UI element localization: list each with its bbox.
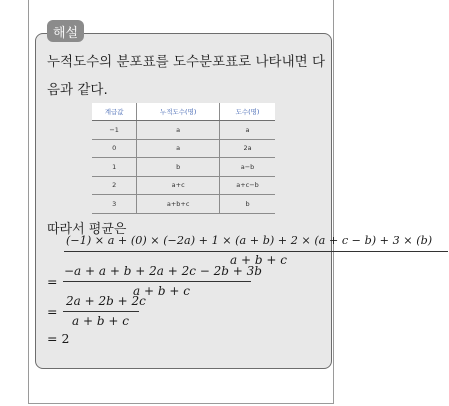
fraction2-numerator: −a + a + b + 2a + 2c − 2b + 3b xyxy=(64,264,262,278)
table-cell: 3 xyxy=(92,195,137,214)
mean-result: = 2 xyxy=(47,331,70,346)
equals-sign-2: = xyxy=(47,304,58,319)
table-cell: a+b+c xyxy=(137,195,220,214)
header-cumulative: 누적도수(명) xyxy=(137,103,220,121)
mean-lead-text: 따라서 평균은 xyxy=(47,222,127,237)
table-cell: 2 xyxy=(92,176,137,195)
fraction3-denominator: a + b + c xyxy=(72,314,129,328)
table-cell: b xyxy=(220,195,275,214)
table-cell: a xyxy=(137,139,220,158)
fraction1-numerator: (−1) × a + (0) × (−2a) + 1 × (a + b) + 2 × (a + c − b) + 3 × (b) xyxy=(66,234,433,247)
table-cell: a xyxy=(220,121,275,140)
solution-badge: 해설 xyxy=(47,20,84,42)
header-frequency: 도수(명) xyxy=(220,103,275,121)
fraction3-numerator: 2a + 2b + 2c xyxy=(66,294,146,308)
fraction1-denominator: a + b + c xyxy=(230,253,287,267)
table-header-row xyxy=(92,103,275,121)
table-cell: a−b xyxy=(220,158,275,177)
table-cell: a+c xyxy=(137,176,220,195)
table-cell: 0 xyxy=(92,139,137,158)
table-cell: b xyxy=(137,158,220,177)
fraction2-denominator: a + b + c xyxy=(133,284,190,298)
equals-sign-1: = xyxy=(47,274,58,289)
table-cell: 1 xyxy=(92,158,137,177)
header-class-value: 계급값 xyxy=(92,103,137,121)
intro-text: 누적도수의 분포표를 도수분포표로 나타내면 다음과 같다. xyxy=(47,54,325,98)
table-row xyxy=(92,195,275,214)
table-row xyxy=(92,176,275,195)
table-row xyxy=(92,121,275,140)
fraction2-bar xyxy=(63,281,251,282)
table-row xyxy=(92,139,275,158)
table-cell: −1 xyxy=(92,121,137,140)
frequency-table xyxy=(92,103,275,214)
table-cell: a+c−b xyxy=(220,176,275,195)
fraction3-bar xyxy=(63,311,139,312)
fraction1-bar xyxy=(64,251,448,252)
table-row xyxy=(92,158,275,177)
table-cell: a xyxy=(137,121,220,140)
table-cell: 2a xyxy=(220,139,275,158)
